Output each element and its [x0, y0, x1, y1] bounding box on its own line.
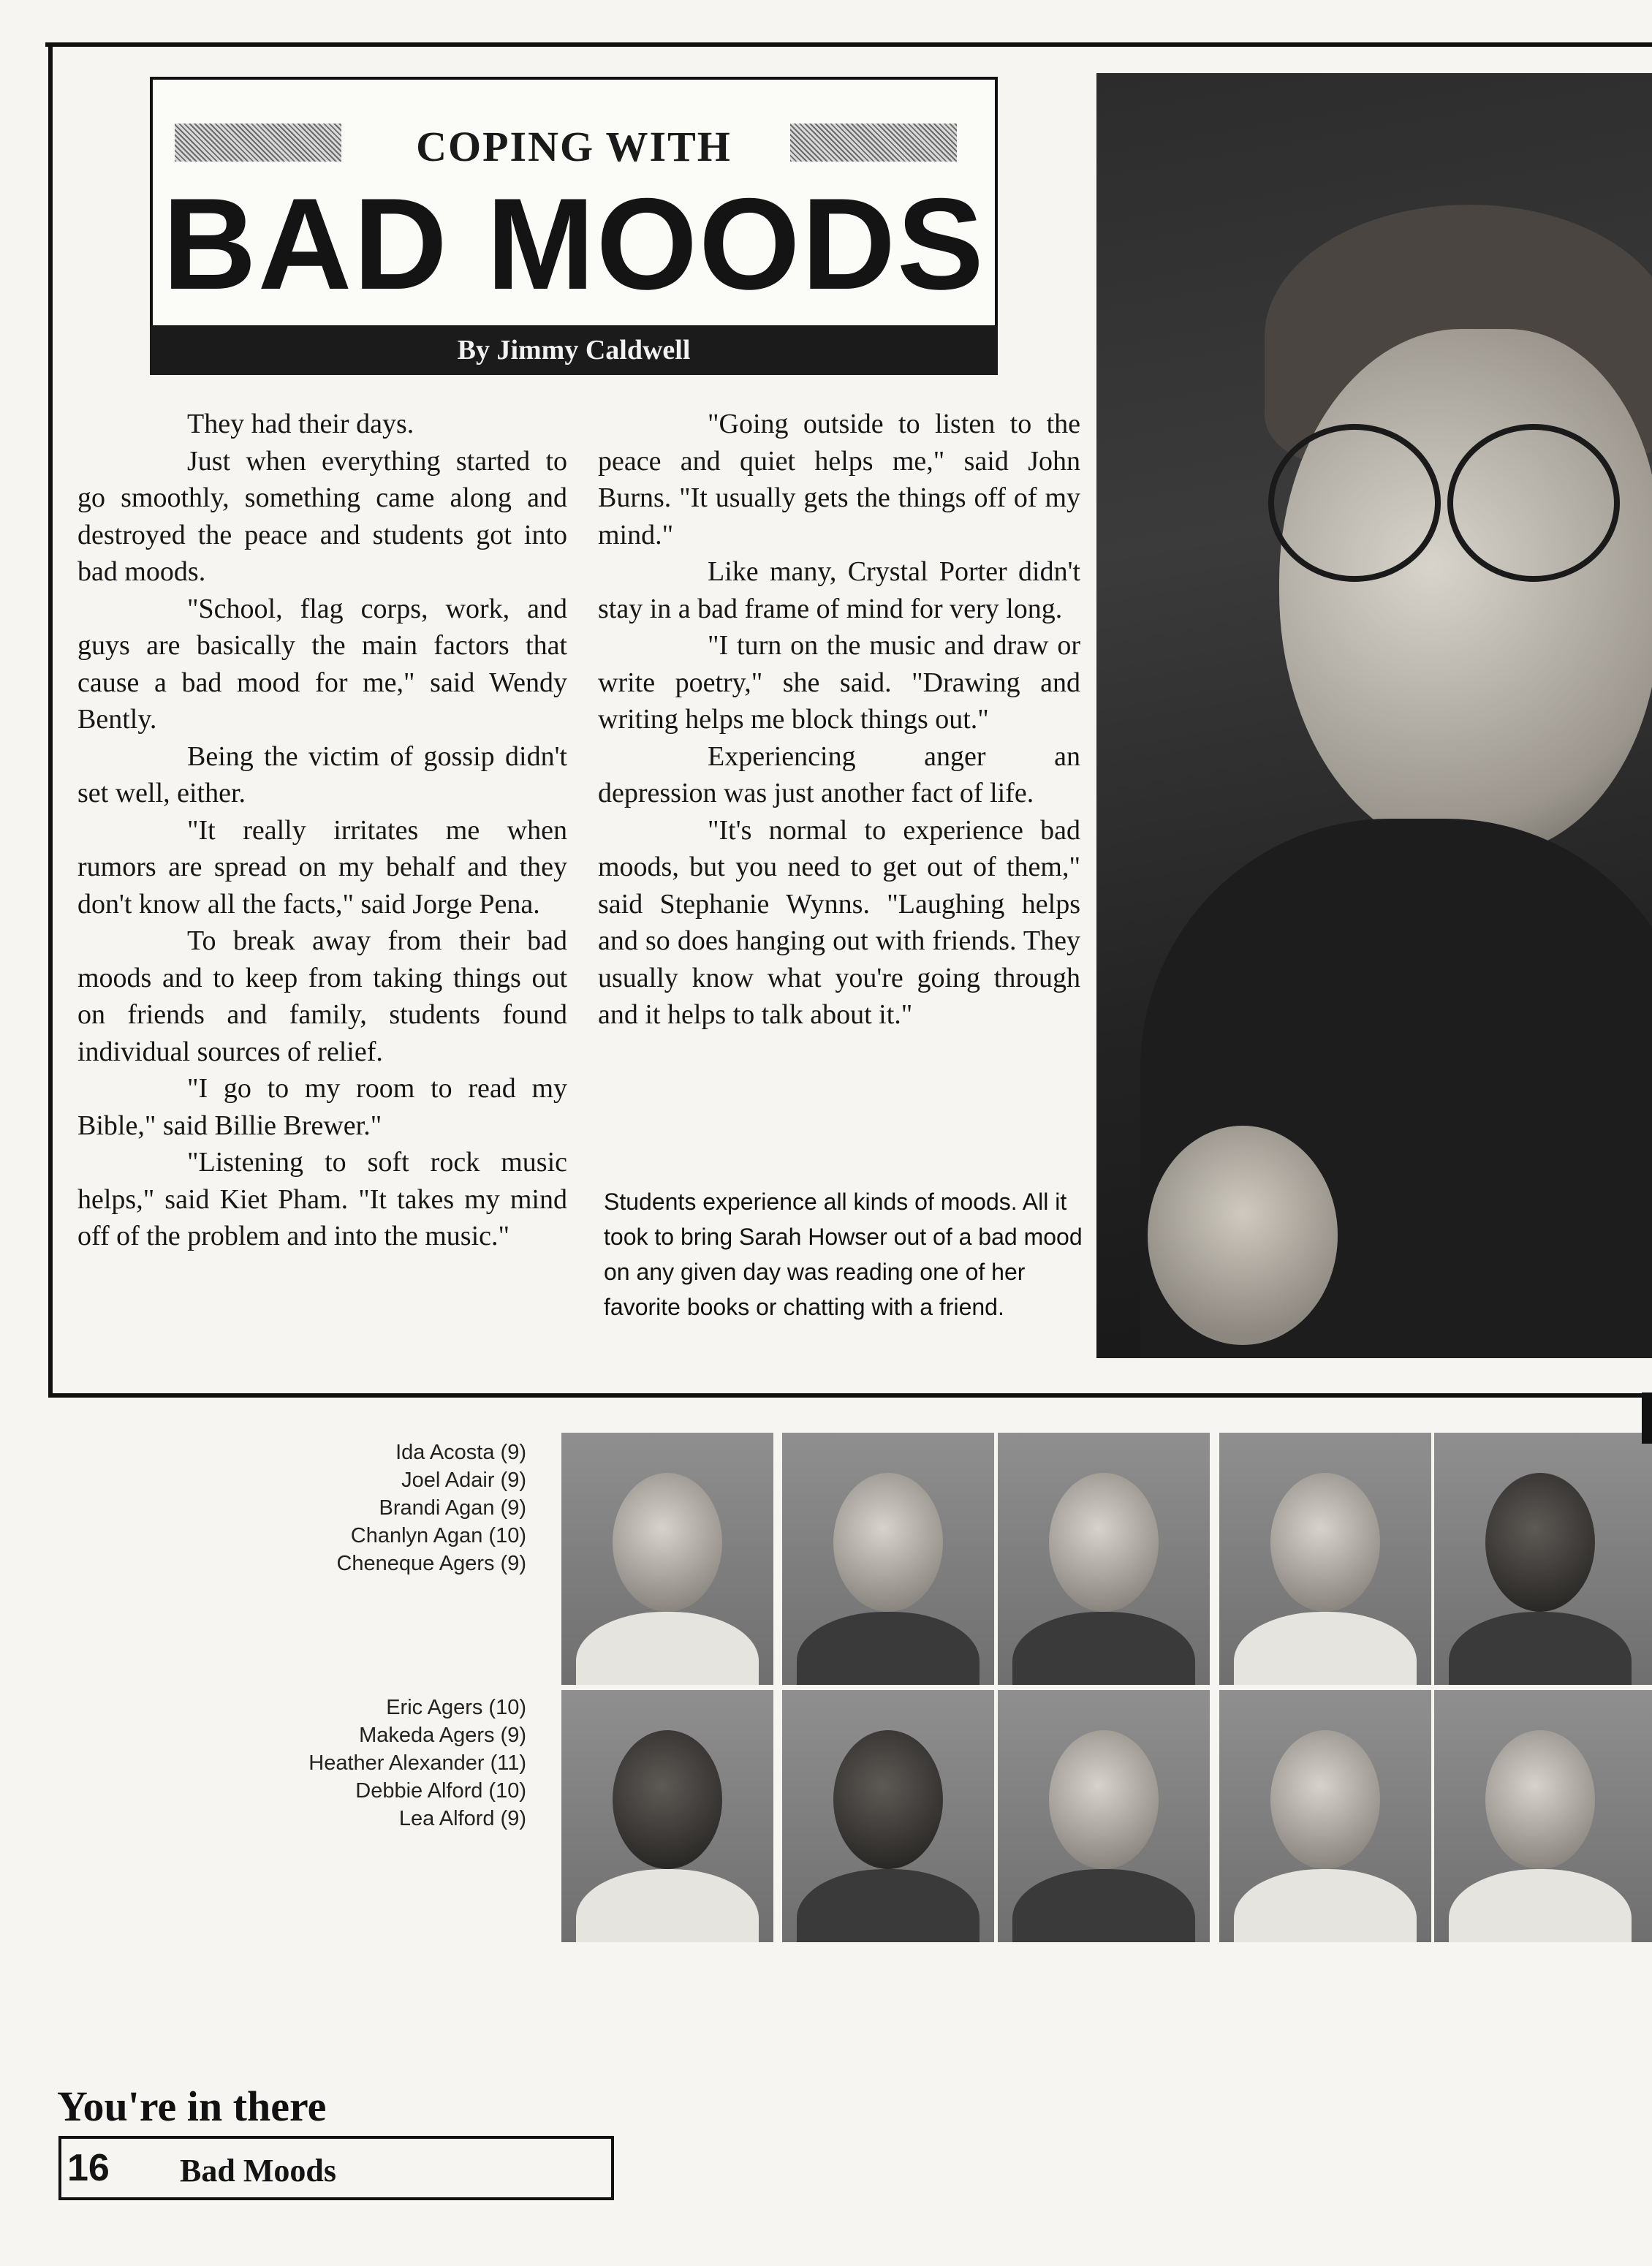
paragraph: "I turn on the music and draw or write poetry," she said. "Drawing and writing helps me block things out.": [598, 630, 1080, 735]
portrait-photo: [1434, 1690, 1652, 1942]
portrait-name: Brandi Agan (9): [379, 1496, 526, 1520]
portrait-name: Joel Adair (9): [401, 1469, 526, 1492]
portrait-photo: [1434, 1433, 1652, 1685]
paragraph: They had their days.: [187, 409, 414, 439]
portrait-names-row1: [146, 1439, 526, 1577]
paragraph: "It really irritates me when rumors are spread on my behalf and they don't know all the facts," said Jorge Pena.: [77, 814, 567, 920]
portrait-photo: [1219, 1690, 1431, 1942]
paragraph: To break away from their bad moods and to keep from taking things out on friends and family, students found individual sources of relief.: [77, 925, 567, 1067]
paragraph: "I go to my room to read my Bible," said Billie Brewer.": [77, 1073, 567, 1141]
portrait-photo: [998, 1433, 1210, 1685]
photo-face-shape: [1279, 329, 1652, 855]
paragraph: Being the victim of gossip didn't set well, either.: [77, 740, 567, 808]
footer-box: [58, 2136, 614, 2200]
portrait-name: Debbie Alford (10): [355, 1779, 526, 1803]
footer-title: You're in there: [57, 2083, 327, 2130]
paragraph: "It's normal to experience bad moods, but you need to get out of them," said Stephanie Wynns. "Laughing helps and so does hanging out with friends. They usually know what you're going through and it helps to talk about it.": [598, 814, 1080, 1030]
feature-photo: [1096, 73, 1652, 1358]
portrait-name: Heather Alexander (11): [308, 1751, 526, 1775]
portrait-photo: [561, 1690, 773, 1942]
photo-caption: Students experience all kinds of moods. All it took to bring Sarah Howser out of a bad mood on any given day was reading one of her favorite books or chatting with a friend.: [604, 1189, 1083, 1320]
glasses-icon: [1268, 424, 1441, 582]
portrait-photo: [782, 1690, 994, 1942]
section-name: Bad Moods: [180, 2153, 336, 2189]
article-column-left: [77, 406, 567, 1255]
headline: BAD MOODS: [162, 171, 985, 317]
paragraph: Just when everything started to go smoothly, something came along and destroyed the peace and students got into bad moods.: [77, 445, 567, 587]
portrait-name: Chanlyn Agan (10): [350, 1524, 526, 1547]
page-number: 16: [67, 2147, 110, 2189]
portrait-name: Makeda Agers (9): [359, 1724, 526, 1747]
portrait-name: Cheneque Agers (9): [336, 1552, 526, 1575]
glasses-icon: [1447, 424, 1620, 582]
portrait-photo: [998, 1690, 1210, 1942]
title-kicker: COPING WITH: [416, 123, 732, 170]
paragraph: "Going outside to listen to the peace and quiet helps me," said John Burns. "It usually gets the things off of my mind.": [598, 409, 1080, 550]
portrait-photo: [1219, 1433, 1431, 1685]
edge-mark: [1642, 1392, 1652, 1444]
byline: By Jimmy Caldwell: [150, 325, 998, 375]
paragraph: "Listening to soft rock music helps," said Kiet Pham. "It takes my mind off of the problem and into the music.": [77, 1147, 567, 1251]
stuffed-toy-icon: [1148, 1126, 1338, 1345]
portrait-name: Lea Alford (9): [398, 1807, 526, 1830]
portrait-photo: [782, 1433, 994, 1685]
article-column-right: [598, 406, 1080, 1034]
paragraph: Experiencing anger an depression was just another fact of life.: [598, 740, 1080, 808]
paragraph: Like many, Crystal Porter didn't stay in a bad frame of mind for very long.: [598, 556, 1080, 624]
portrait-names-row2: [146, 1694, 526, 1833]
portrait-photo: [561, 1433, 773, 1685]
portrait-name: Eric Agers (10): [386, 1696, 526, 1719]
paragraph: "School, flag corps, work, and guys are basically the main factors that cause a bad mood for me," said Wendy Bently.: [77, 593, 567, 735]
title-box: [150, 77, 998, 329]
portrait-name: Ida Acosta (9): [395, 1441, 526, 1464]
